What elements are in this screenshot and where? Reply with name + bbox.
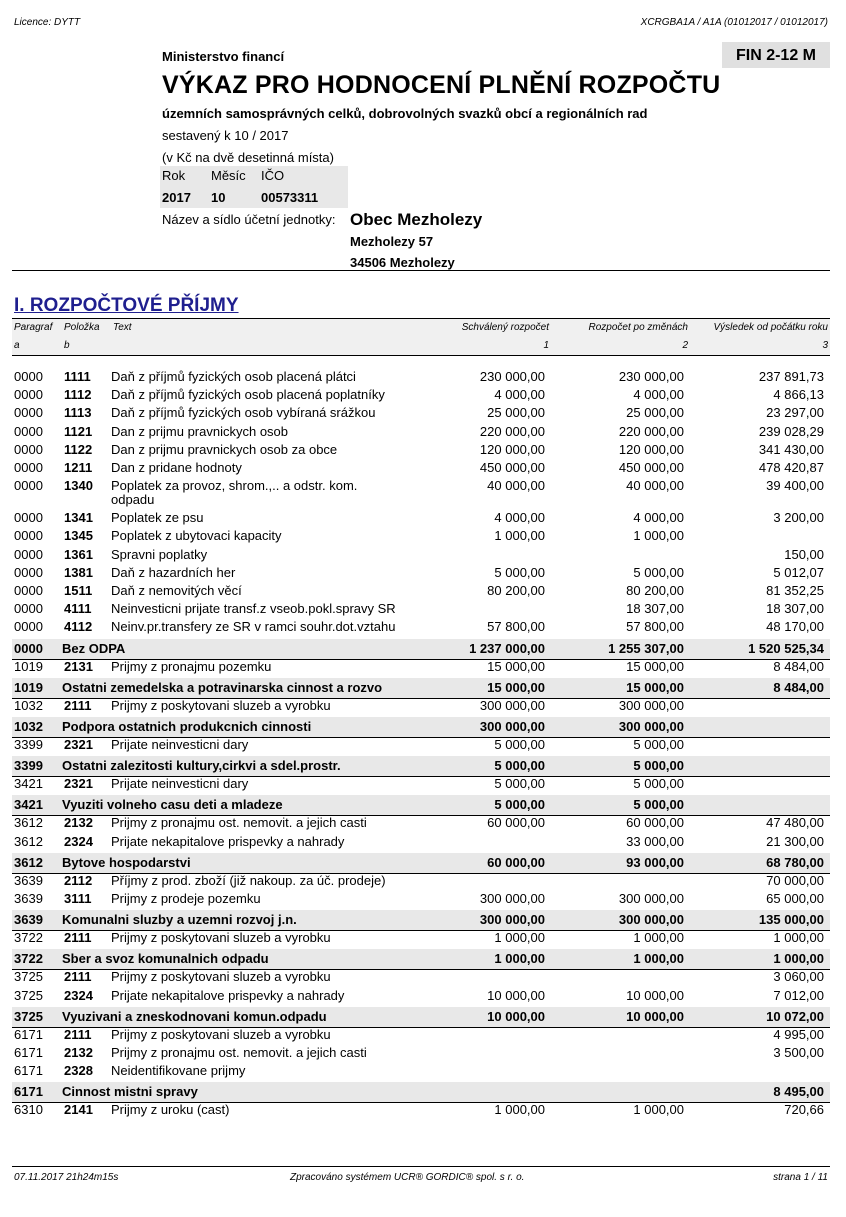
text-cell: Neinv.pr.transfery ze SR v ramci souhr.dot.vztahu [111,619,396,635]
vysledek-cell: 4 866,13 [773,387,824,403]
page-subtitle: územních samosprávných celků, dobrovolných svazků obcí a regionálních rad [162,106,648,121]
paragraf-cell: 3722 [14,930,43,946]
po-zmenach-cell: 18 307,00 [626,601,684,617]
text-cell: Prijate nekapitalove prispevky a nahrady [111,987,345,1003]
po-zmenach-cell: 220 000,00 [618,423,684,439]
schvaleny-cell: 5 000,00 [494,737,545,752]
vysledek-cell: 7 012,00 [773,987,824,1003]
schvaleny-cell: 4 000,00 [494,510,545,526]
text-cell: Ostatni zemedelska a potravinarska cinnost a rozvo [62,679,383,695]
paragraf-cell: 1019 [14,658,43,674]
schvaleny-cell: 80 200,00 [487,583,545,598]
col-n1: 1 [543,340,549,351]
polozka-cell: 2132 [64,815,93,831]
text-cell: Prijate neinvesticni dary [111,776,249,792]
vysledek-cell: 70 000,00 [766,872,824,888]
po-zmenach-cell: 230 000,00 [618,369,684,384]
schvaleny-cell: 300 000,00 [479,697,545,713]
po-zmenach-cell: 300 000,00 [618,697,684,713]
schvaleny-cell: 5 000,00 [494,797,545,813]
col-text: Text [113,322,132,333]
paragraf-cell: 0000 [14,510,43,526]
po-zmenach-cell: 300 000,00 [618,891,684,906]
text-cell: Cinnost mistni spravy [62,1084,198,1100]
polozka-cell: 1345 [64,528,93,544]
paragraf-cell: 1019 [14,679,43,695]
polozka-cell: 1121 [64,423,93,439]
paragraf-cell: 0000 [14,546,43,562]
paragraf-cell: 0000 [14,369,43,384]
po-zmenach-cell: 40 000,00 [626,478,684,494]
polozka-cell: 1341 [64,510,93,526]
text-cell: Daň z příjmů fyzických osob placená plátci [111,369,356,384]
polozka-cell: 3111 [64,891,92,906]
table-row [12,1063,830,1081]
table-row [12,510,830,528]
rok-label: Rok [162,168,186,183]
report-reference: XCRGBA1A / A1A (01012017 / 01012017) [640,17,828,28]
text-cell: Prijate nekapitalove prispevky a nahrady [111,833,345,849]
schvaleny-cell: 300 000,00 [479,891,545,906]
table-row [12,659,830,677]
table-row [12,424,830,442]
vysledek-cell: 239 028,29 [758,423,824,439]
paragraf-cell: 3399 [14,758,43,774]
table-row [12,565,830,583]
footer-system: Zpracováno systémem UCR® GORDIC® spol. s r. o. [290,1172,525,1183]
text-cell: Prijmy z poskytovani sluzeb a vyrobku [111,697,331,713]
schvaleny-cell: 300 000,00 [479,912,545,928]
schvaleny-cell: 5 000,00 [494,564,545,580]
paragraf-cell: 1032 [14,697,43,713]
col-paragraf: Paragraf [14,322,53,333]
vysledek-cell: 48 170,00 [766,619,824,635]
col-b: b [64,340,70,351]
polozka-cell: 2324 [64,833,93,849]
vysledek-cell: 478 420,87 [758,460,824,475]
vysledek-cell: 5 012,07 [773,564,824,580]
polozka-cell: 2111 [64,930,92,946]
text-cell: Prijate neinvesticni dary [111,737,249,752]
text-cell: Neidentifikovane prijmy [111,1063,246,1079]
paragraf-cell: 3725 [14,1008,43,1024]
schvaleny-cell: 300 000,00 [479,719,545,734]
table-row [12,737,830,755]
schvaleny-cell: 1 237 000,00 [469,640,545,656]
paragraf-cell: 6171 [14,1026,43,1042]
text-cell: Daň z příjmů fyzických osob placená poplatníky [111,387,385,403]
po-zmenach-cell: 10 000,00 [626,987,684,1003]
polozka-cell: 1361 [64,546,93,562]
paragraf-cell: 3639 [14,912,43,928]
vysledek-cell: 720,66 [784,1102,824,1118]
table-row [12,1102,830,1120]
text-cell: Poplatek z ubytovaci kapacity [111,528,282,544]
vysledek-cell: 10 072,00 [766,1008,824,1024]
polozka-cell: 1112 [64,387,92,403]
schvaleny-cell: 15 000,00 [487,679,545,695]
licence-text: Licence: DYTT [14,17,81,28]
schvaleny-cell: 15 000,00 [487,658,545,674]
table-row [12,776,830,794]
polozka-cell: 1111 [64,369,91,384]
table-row [12,1045,830,1063]
text-cell: Dan z prijmu pravnickych osob [111,423,289,439]
subtotal-row [12,678,830,699]
paragraf-cell: 3421 [14,797,43,813]
table-row [12,442,830,460]
polozka-cell: 1340 [64,478,93,494]
paragraf-cell: 3725 [14,969,43,985]
polozka-cell: 2141 [64,1102,93,1118]
po-zmenach-cell: 25 000,00 [626,405,684,421]
text-cell: Dan z pridane hodnoty [111,460,242,475]
text-cell: Vyuziti volneho casu deti a mladeze [62,797,283,813]
schvaleny-cell: 5 000,00 [494,776,545,792]
text-cell: Poplatek ze psu [111,510,204,526]
schvaleny-cell: 60 000,00 [487,815,545,831]
polozka-cell: 1211 [64,460,93,475]
paragraf-cell: 3399 [14,737,43,752]
table-row [12,698,830,716]
table-row [12,1027,830,1045]
text-cell: Bytove hospodarstvi [62,854,191,870]
schvaleny-cell: 1 000,00 [494,951,545,967]
table-row [12,460,830,478]
table-row [12,601,830,619]
text-cell: Dan z prijmu pravnickych osob za obce [111,441,338,457]
polozka-cell: 2111 [64,697,92,713]
po-zmenach-cell: 4 000,00 [633,510,684,526]
po-zmenach-cell: 300 000,00 [618,719,684,734]
text-cell: Ostatni zalezitosti kultury,cirkvi a sdel.prostr. [62,758,341,774]
subtotal-row [12,1082,830,1103]
po-zmenach-cell: 5 000,00 [633,737,684,752]
schvaleny-cell: 1 000,00 [494,1102,545,1118]
po-zmenach-cell: 5 000,00 [633,758,684,774]
po-zmenach-cell: 5 000,00 [633,797,684,813]
po-zmenach-cell: 33 000,00 [626,833,684,849]
table-row [12,547,830,565]
polozka-cell: 2324 [64,987,93,1003]
po-zmenach-cell: 120 000,00 [618,441,684,457]
table-row [12,478,830,510]
polozka-cell: 1381 [64,564,93,580]
paragraf-cell: 0000 [14,478,43,494]
paragraf-cell: 3722 [14,951,43,967]
ico-value: 00573311 [261,190,319,205]
ministry-label: Ministerstvo financí [162,49,285,64]
polozka-cell: 2321 [64,776,93,792]
schvaleny-cell: 120 000,00 [479,441,545,457]
polozka-cell: 1122 [64,441,93,457]
po-zmenach-cell: 60 000,00 [626,815,684,831]
footer-page: strana 1 / 11 [773,1172,828,1183]
text-cell: Prijmy z pronajmu pozemku [111,658,272,674]
polozka-cell: 1511 [64,583,93,598]
unit-note: (v Kč na dvě desetinná místa) [162,150,334,165]
paragraf-cell: 0000 [14,640,43,656]
table-row [12,583,830,601]
po-zmenach-cell: 15 000,00 [626,679,684,695]
col-vysledek: Výsledek od počátku roku [713,322,828,333]
po-zmenach-cell: 57 800,00 [626,619,684,635]
paragraf-cell: 0000 [14,619,43,635]
col-schvaleny: Schválený rozpočet [461,322,549,333]
vysledek-cell: 3 500,00 [773,1045,824,1060]
po-zmenach-cell: 1 000,00 [633,930,684,946]
paragraf-cell: 1032 [14,719,43,734]
text-cell: Bez ODPA [62,640,126,656]
subtotal-row [12,639,830,660]
po-zmenach-cell: 1 255 307,00 [608,640,684,656]
schvaleny-cell: 4 000,00 [494,387,545,403]
paragraf-cell: 6171 [14,1063,43,1079]
vysledek-cell: 8 484,00 [773,679,824,695]
period-box [160,166,348,208]
polozka-cell: 2111 [64,1026,92,1042]
schvaleny-cell: 450 000,00 [479,460,545,475]
text-cell: Prijmy z poskytovani sluzeb a vyrobku [111,969,331,985]
col-a: a [14,340,20,351]
schvaleny-cell: 10 000,00 [487,987,545,1003]
po-zmenach-cell: 80 200,00 [626,583,684,598]
paragraf-cell: 3612 [14,833,43,849]
table-row [12,969,830,987]
paragraf-cell: 6310 [14,1102,43,1118]
schvaleny-cell: 25 000,00 [487,405,545,421]
paragraf-cell: 6171 [14,1084,43,1100]
text-cell: Daň z nemovitých věcí [111,583,242,598]
paragraf-cell: 3612 [14,815,43,831]
schvaleny-cell: 220 000,00 [479,423,545,439]
entity-address-line2: 34506 Mezholezy [350,255,455,270]
po-zmenach-cell: 5 000,00 [633,564,684,580]
vysledek-cell: 23 297,00 [766,405,824,421]
polozka-cell: 1113 [64,405,92,421]
po-zmenach-cell: 5 000,00 [633,776,684,792]
subtotal-row [12,717,830,738]
table-row [12,619,830,637]
schvaleny-cell: 57 800,00 [487,619,545,635]
text-cell-continued: odpadu [111,492,155,508]
form-code-badge: FIN 2-12 M [722,42,830,68]
section-title: I. ROZPOČTOVÉ PŘÍJMY [14,295,239,316]
subtotal-row [12,949,830,970]
table-row [12,369,830,387]
divider [12,270,830,271]
po-zmenach-cell: 93 000,00 [626,854,684,870]
schvaleny-cell: 60 000,00 [487,854,545,870]
subtotal-row [12,756,830,777]
vysledek-cell: 237 891,73 [758,369,824,384]
paragraf-cell: 3639 [14,872,43,888]
text-cell: Sber a svoz komunalnich odpadu [62,951,269,967]
text-cell: Komunalni sluzby a uzemni rozvoj j.n. [62,912,297,928]
text-cell: Příjmy z prod. zboží (již nakoup. za úč. prodeje) [111,872,386,888]
paragraf-cell: 3421 [14,776,43,792]
text-cell: Prijmy z poskytovani sluzeb a vyrobku [111,930,331,946]
table-row [12,387,830,405]
polozka-cell: 2132 [64,1045,93,1060]
mesic-label: Měsíc [211,168,246,183]
mesic-value: 10 [211,190,226,205]
text-cell: Poplatek za provoz, shrom.,.. a odstr. kom. [111,478,358,494]
vysledek-cell: 135 000,00 [758,912,824,928]
table-row [12,815,830,833]
polozka-cell: 2321 [64,737,93,752]
ico-label: IČO [261,168,285,183]
vysledek-cell: 3 060,00 [773,969,824,985]
paragraf-cell: 0000 [14,387,43,403]
paragraf-cell: 0000 [14,564,43,580]
vysledek-cell: 8 484,00 [773,658,824,674]
text-cell: Prijmy z poskytovani sluzeb a vyrobku [111,1026,331,1042]
text-cell: Podpora ostatnich produkcnich cinnosti [62,719,312,734]
entity-name: Obec Mezholezy [350,210,483,229]
vysledek-cell: 1 000,00 [773,930,824,946]
footer-datetime: 07.11.2017 21h24m15s [14,1172,119,1183]
vysledek-cell: 65 000,00 [766,891,824,906]
text-cell: Spravni poplatky [111,546,208,562]
text-cell: Prijmy z pronajmu ost. nemovit. a jejich casti [111,1045,367,1060]
paragraf-cell: 0000 [14,528,43,544]
schvaleny-cell: 230 000,00 [479,369,545,384]
schvaleny-cell: 40 000,00 [487,478,545,494]
footer-divider [12,1166,830,1167]
polozka-cell: 2112 [64,872,93,888]
vysledek-cell: 1 520 525,34 [748,640,824,656]
text-cell: Prijmy z prodeje pozemku [111,891,261,906]
po-zmenach-cell: 4 000,00 [633,387,684,403]
po-zmenach-cell: 15 000,00 [626,658,684,674]
polozka-cell: 4111 [64,601,92,617]
polozka-cell: 2131 [64,658,93,674]
paragraf-cell: 3639 [14,891,43,906]
vysledek-cell: 3 200,00 [773,510,824,526]
col-polozka: Položka [64,322,100,333]
col-n2: 2 [682,340,688,351]
vysledek-cell: 21 300,00 [766,833,824,849]
paragraf-cell: 0000 [14,423,43,439]
schvaleny-cell: 10 000,00 [487,1008,545,1024]
polozka-cell: 2328 [64,1063,93,1079]
text-cell: Daň z hazardních her [111,564,236,580]
table-row [12,873,830,891]
table-header [12,318,830,356]
paragraf-cell: 0000 [14,405,43,421]
rok-value: 2017 [162,190,191,205]
table-row [12,930,830,948]
po-zmenach-cell: 1 000,00 [633,1102,684,1118]
vysledek-cell: 81 352,25 [766,583,824,598]
table-row [12,405,830,423]
po-zmenach-cell: 300 000,00 [618,912,684,928]
vysledek-cell: 150,00 [784,546,824,562]
polozka-cell: 2111 [64,969,92,985]
vysledek-cell: 1 000,00 [773,951,824,967]
compiled-date: sestavený k 10 / 2017 [162,128,289,143]
schvaleny-cell: 5 000,00 [494,758,545,774]
subtotal-row [12,910,830,931]
vysledek-cell: 39 400,00 [766,478,824,494]
text-cell: Neinvesticni prijate transf.z vseob.pokl.spravy SR [111,601,396,617]
page-title: VÝKAZ PRO HODNOCENÍ PLNĚNÍ ROZPOČTU [162,71,721,99]
vysledek-cell: 18 307,00 [766,601,824,617]
text-cell: Prijmy z uroku (cast) [111,1102,230,1118]
vysledek-cell: 68 780,00 [766,854,824,870]
paragraf-cell: 0000 [14,583,43,598]
text-cell: Daň z příjmů fyzických osob vybíraná srážkou [111,405,376,421]
paragraf-cell: 3612 [14,854,43,870]
text-cell: Vyuzivani a zneskodnovani komun.odpadu [62,1008,327,1024]
vysledek-cell: 341 430,00 [758,441,824,457]
text-cell: Prijmy z pronajmu ost. nemovit. a jejich casti [111,815,367,831]
schvaleny-cell: 1 000,00 [494,930,545,946]
paragraf-cell: 0000 [14,460,43,475]
paragraf-cell: 0000 [14,441,43,457]
po-zmenach-cell: 450 000,00 [618,460,684,475]
subtotal-row [12,853,830,874]
polozka-cell: 4112 [64,619,93,635]
subtotal-row [12,1007,830,1028]
col-po-zmenach: Rozpočet po změnách [588,322,688,333]
table-row [12,528,830,546]
vysledek-cell: 4 995,00 [773,1026,824,1042]
entity-address-line1: Mezholezy 57 [350,234,434,249]
schvaleny-cell: 1 000,00 [494,528,545,544]
subtotal-row [12,795,830,816]
table-row [12,834,830,852]
table-row [12,988,830,1006]
entity-label: Název a sídlo účetní jednotky: [162,212,336,227]
vysledek-cell: 47 480,00 [766,815,824,831]
paragraf-cell: 6171 [14,1045,43,1060]
po-zmenach-cell: 10 000,00 [626,1008,684,1024]
po-zmenach-cell: 1 000,00 [633,951,684,967]
vysledek-cell: 8 495,00 [773,1084,824,1100]
col-n3: 3 [822,340,828,351]
po-zmenach-cell: 1 000,00 [633,528,684,544]
table-row [12,891,830,909]
paragraf-cell: 0000 [14,601,43,617]
paragraf-cell: 3725 [14,987,43,1003]
